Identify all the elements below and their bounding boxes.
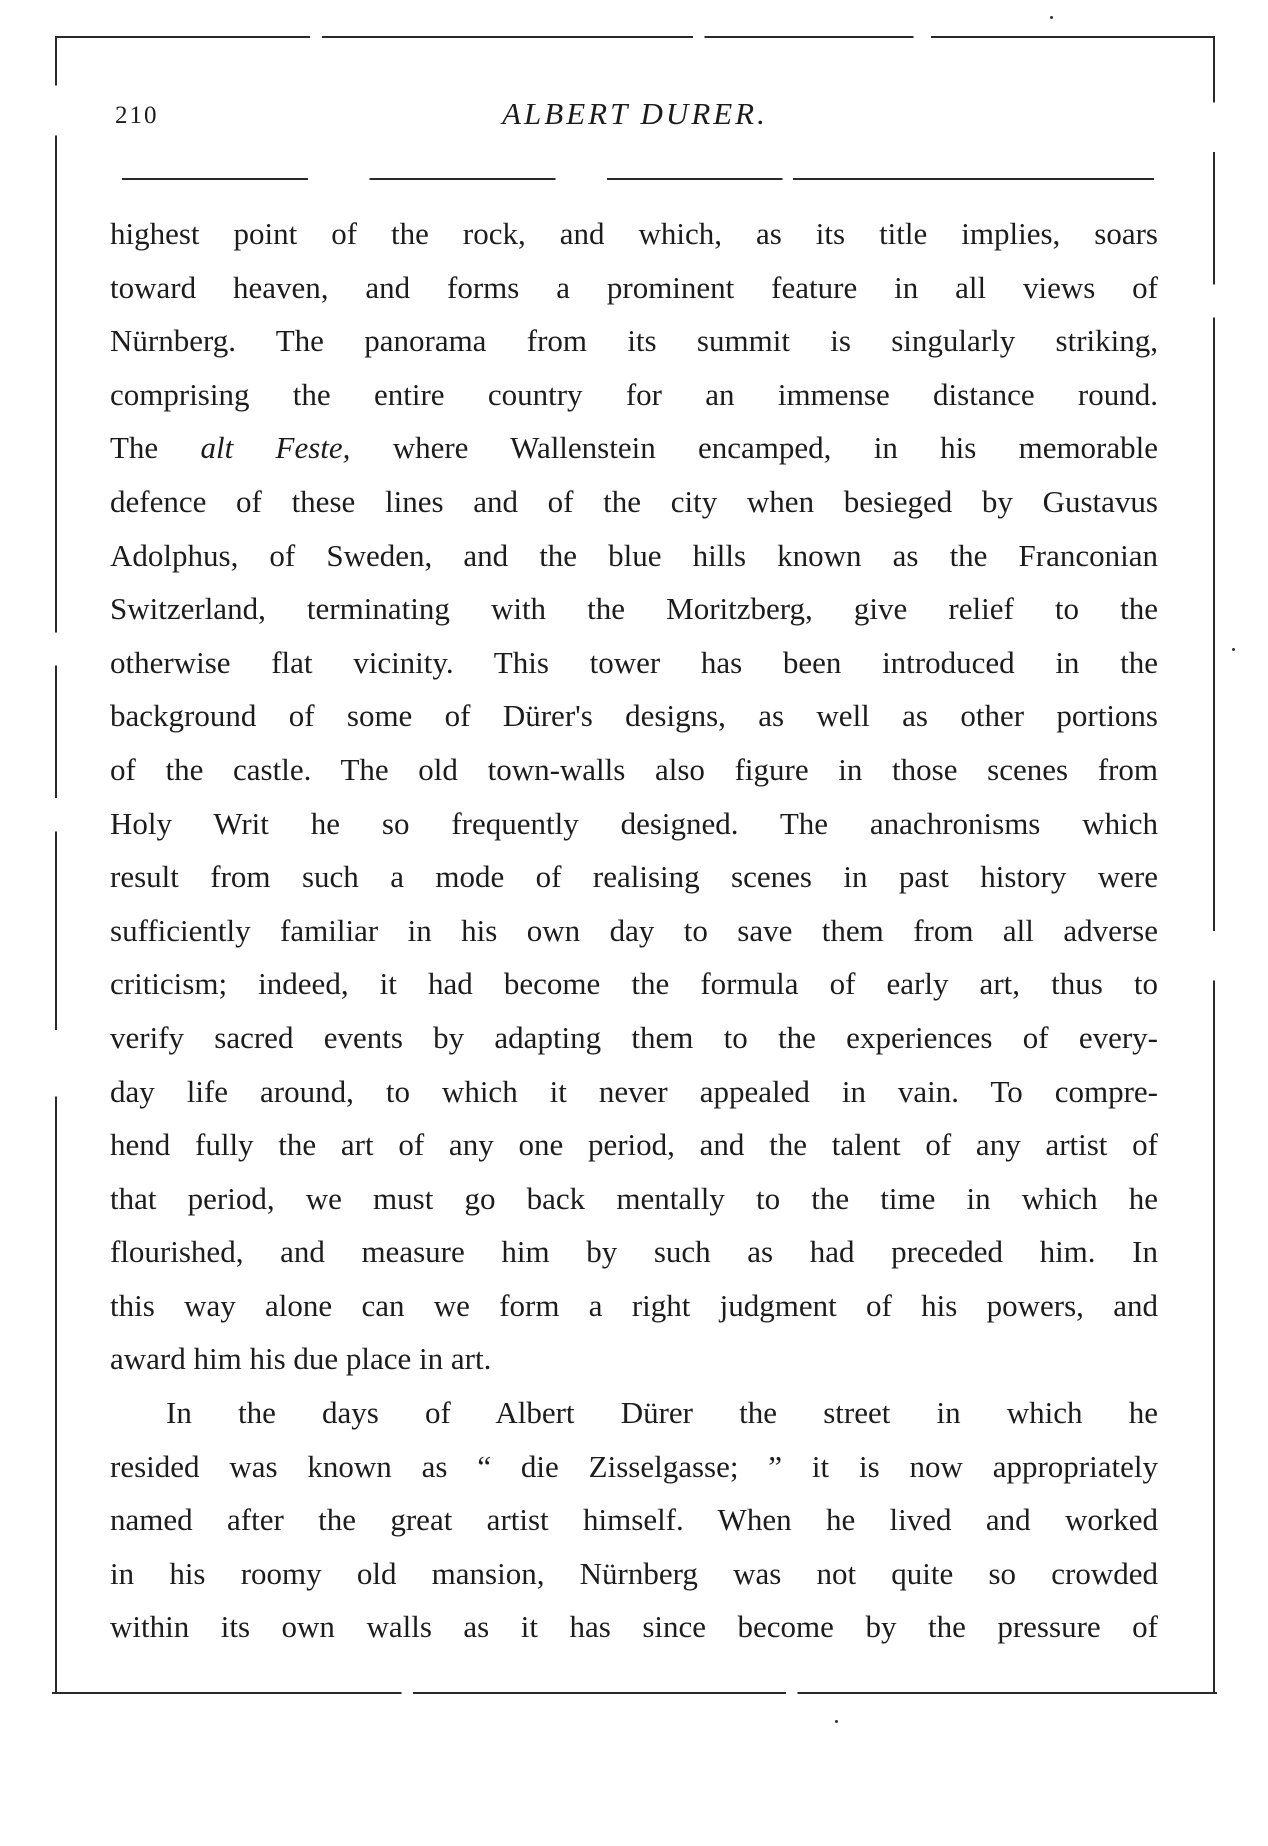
text-line: Nürnberg. The panorama from its summit is singularly striking,: [110, 323, 1158, 359]
text-line: day life around, to which it never appealed in vain. To compre-: [110, 1073, 1158, 1109]
text-line: background of some of Dürer's designs, as well as other portions: [110, 698, 1158, 734]
text-line: flourished, and measure him by such as had preceded him. In: [110, 1234, 1158, 1270]
text-line: otherwise flat vicinity. This tower has been introduced in the: [110, 644, 1158, 680]
text-line: this way alone can we form a right judgment of his powers, and: [110, 1287, 1158, 1323]
page-frame-right: [1213, 36, 1215, 1693]
page-frame-top: [55, 36, 1215, 38]
text-line: highest point of the rock, and which, as its title implies, soars: [110, 216, 1158, 251]
page-frame-left: [55, 36, 57, 1693]
text-line: In the days of Albert Dürer the street in which he: [166, 1395, 1158, 1431]
text-line: Holy Writ he so frequently designed. The anachronisms which: [110, 805, 1158, 841]
text-line: hend fully the art of any one period, and the talent of any artist of: [110, 1127, 1158, 1163]
header-rule: [122, 178, 1154, 180]
text-fragment: The: [110, 430, 159, 466]
running-title: ALBERT DURER.: [502, 96, 768, 131]
text-line: verify sacred events by adapting them to the experiences of every-: [110, 1019, 1158, 1055]
running-head: [115, 96, 1155, 136]
text-line: Adolphus, of Sweden, and the blue hills known as the Franconian: [110, 537, 1158, 573]
text-line: of the castle. The old town-walls also figure in those scenes from: [110, 751, 1158, 787]
text-line: sufficiently familiar in his own day to save them from all adverse: [110, 912, 1158, 948]
text-line: result from such a mode of realising scenes in past history were: [110, 859, 1158, 895]
text-line: resided was known as “ die Zisselgasse; ” it is now appropriately: [110, 1448, 1158, 1484]
text-line: [110, 421, 1158, 475]
text-line: Switzerland, terminating with the Moritzberg, give relief to the: [110, 591, 1158, 627]
text-line: in his roomy old mansion, Nürnberg was not quite so crowded: [110, 1555, 1158, 1591]
scan-speck: [835, 1720, 838, 1723]
body-text: [110, 207, 1158, 1654]
text-fragment: where Wallenstein encamped, in his memorable: [392, 430, 1159, 466]
scan-speck: [1050, 16, 1053, 19]
text-line: within its own walls as it has since become by the pressure of: [110, 1609, 1158, 1645]
page-number: 210: [115, 102, 159, 129]
text-line: criticism; indeed, it had become the formula of early art, thus to: [110, 966, 1158, 1002]
italic-place-name: alt Feste,: [200, 430, 351, 466]
text-line: defence of these lines and of the city when besieged by Gustavus: [110, 483, 1158, 519]
page-frame-bottom: [52, 1692, 1217, 1694]
text-line: that period, we must go back mentally to the time in which he: [110, 1180, 1158, 1216]
text-line: comprising the entire country for an immense distance round.: [110, 376, 1158, 412]
text-line: toward heaven, and forms a prominent feature in all views of: [110, 269, 1158, 305]
text-line: named after the great artist himself. When he lived and worked: [110, 1502, 1158, 1538]
text-line: award him his due place in art.: [110, 1341, 492, 1377]
scan-speck: [1232, 648, 1235, 651]
